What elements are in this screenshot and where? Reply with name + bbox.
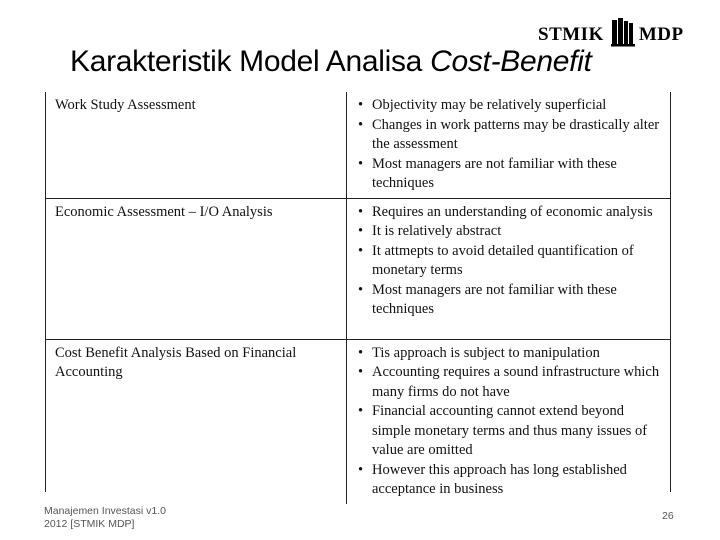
list-item [356,155,664,194]
list-item-text: Most managers are not familiar with these techniques [372,281,617,317]
footer-line-2: 2012 [STMIK MDP] [44,518,135,530]
bullet-icon: • [358,344,364,361]
logo-right-text: MDP [638,24,684,45]
characteristics-cell [347,198,671,339]
list-item-text: However this approach has long established acceptance in business [372,461,627,497]
bullet-icon: • [358,403,364,419]
books-icon [610,17,636,53]
characteristics-list [356,203,664,320]
list-item [356,116,664,155]
characteristics-list [356,96,664,194]
table-row [46,339,670,504]
bullet-icon: • [358,116,364,133]
comparison-table-grid [46,92,670,504]
bullet-icon: • [358,281,364,298]
characteristics-cell [347,92,671,198]
slide-title [70,45,592,79]
list-item [356,242,664,281]
list-item [356,461,664,500]
table-row [46,92,670,198]
comparison-table [45,92,671,497]
bullet-icon: • [358,364,364,380]
list-item [356,281,664,320]
title-main: Karakteristik Model Analisa [70,45,431,78]
list-item-text: Tis approach is subject to manipulation [372,344,600,361]
list-item-text: Requires an understanding of economic analysis [372,203,653,220]
method-cell: Work Study Assessment [46,92,347,198]
footer-line-1: Manajemen Investasi v1.0 [44,505,166,517]
title-italic: Cost-Benefit [430,45,592,78]
list-item [356,96,664,116]
list-item [356,344,664,364]
list-item-text: It is relatively abstract [372,223,502,239]
bullet-icon: • [358,461,364,478]
bullet-icon: • [358,223,364,239]
list-item [356,203,664,223]
method-cell: Economic Assessment – I/O Analysis [46,198,347,339]
list-item-text: It attmepts to avoid detailed quantification of monetary terms [372,242,634,278]
page-number: 26 [662,510,674,522]
bullet-icon: • [358,242,364,259]
bullet-icon: • [358,97,364,113]
bullet-icon: • [358,203,364,220]
characteristics-cell [347,339,671,504]
method-cell: Cost Benefit Analysis Based on Financial Accounting [46,339,347,504]
list-item-text: Most managers are not familiar with these techniques [372,155,617,191]
list-item-text: Accounting requires a sound infrastructure which many firms do not have [372,364,660,400]
characteristics-list [356,344,664,500]
footer-text [44,505,166,531]
table-row [46,198,670,339]
logo-left-text: STMIK [538,24,604,45]
list-item-text: Objectivity may be relatively superficial [372,97,607,113]
list-item [356,402,664,461]
list-item [356,222,664,242]
list-item [356,363,664,402]
list-item-text: Financial accounting cannot extend beyond simple monetary terms and thus many issues of value are omitted [372,403,648,458]
list-item-text: Changes in work patterns may be drastically alter the assessment [372,116,660,152]
bullet-icon: • [358,155,364,172]
